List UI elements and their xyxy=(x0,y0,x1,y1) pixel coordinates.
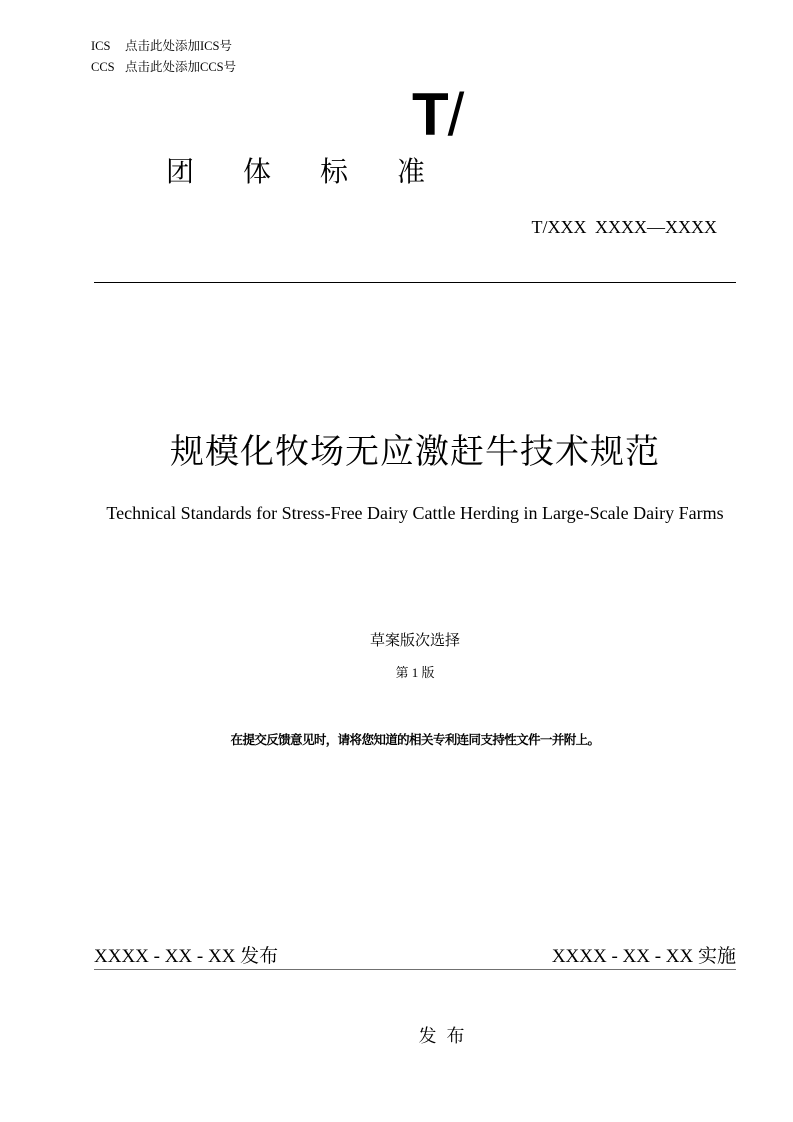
ics-label: ICS xyxy=(91,39,111,53)
document-title-english: Technical Standards for Stress-Free Dairy Cattle Herding in Large-Scale Dairy Farms xyxy=(106,503,724,523)
document-title-chinese: 规模化牧场无应激赶牛技术规范 xyxy=(170,432,660,472)
publish-date: XXXX - XX - XX 发布 xyxy=(94,946,279,967)
ccs-value[interactable]: 点击此处添加CCS号 xyxy=(125,60,237,74)
bottom-divider xyxy=(94,969,736,970)
logo-slash: / xyxy=(447,81,464,148)
patent-notice: 在提交反馈意见时，请将您知道的相关专利连同支持性文件一并附上。 xyxy=(230,732,600,747)
standard-logo xyxy=(412,82,463,148)
ccs-label: CCS xyxy=(91,60,115,74)
publisher-label: 发布 xyxy=(418,1026,475,1047)
top-divider xyxy=(94,282,736,283)
ics-value[interactable]: 点击此处添加ICS号 xyxy=(125,39,232,53)
draft-version-selector[interactable]: 草案版次选择 xyxy=(369,633,460,649)
implement-date: XXXX - XX - XX 实施 xyxy=(551,946,736,967)
draft-version: 第 1 版 xyxy=(395,665,435,680)
ccs-field[interactable] xyxy=(91,60,236,74)
logo-letter: T xyxy=(412,81,448,148)
standard-code: T/XXX XXXX—XXXX xyxy=(531,217,717,237)
org-type-heading: 团体标准 xyxy=(166,155,475,188)
ics-field[interactable] xyxy=(91,39,232,53)
